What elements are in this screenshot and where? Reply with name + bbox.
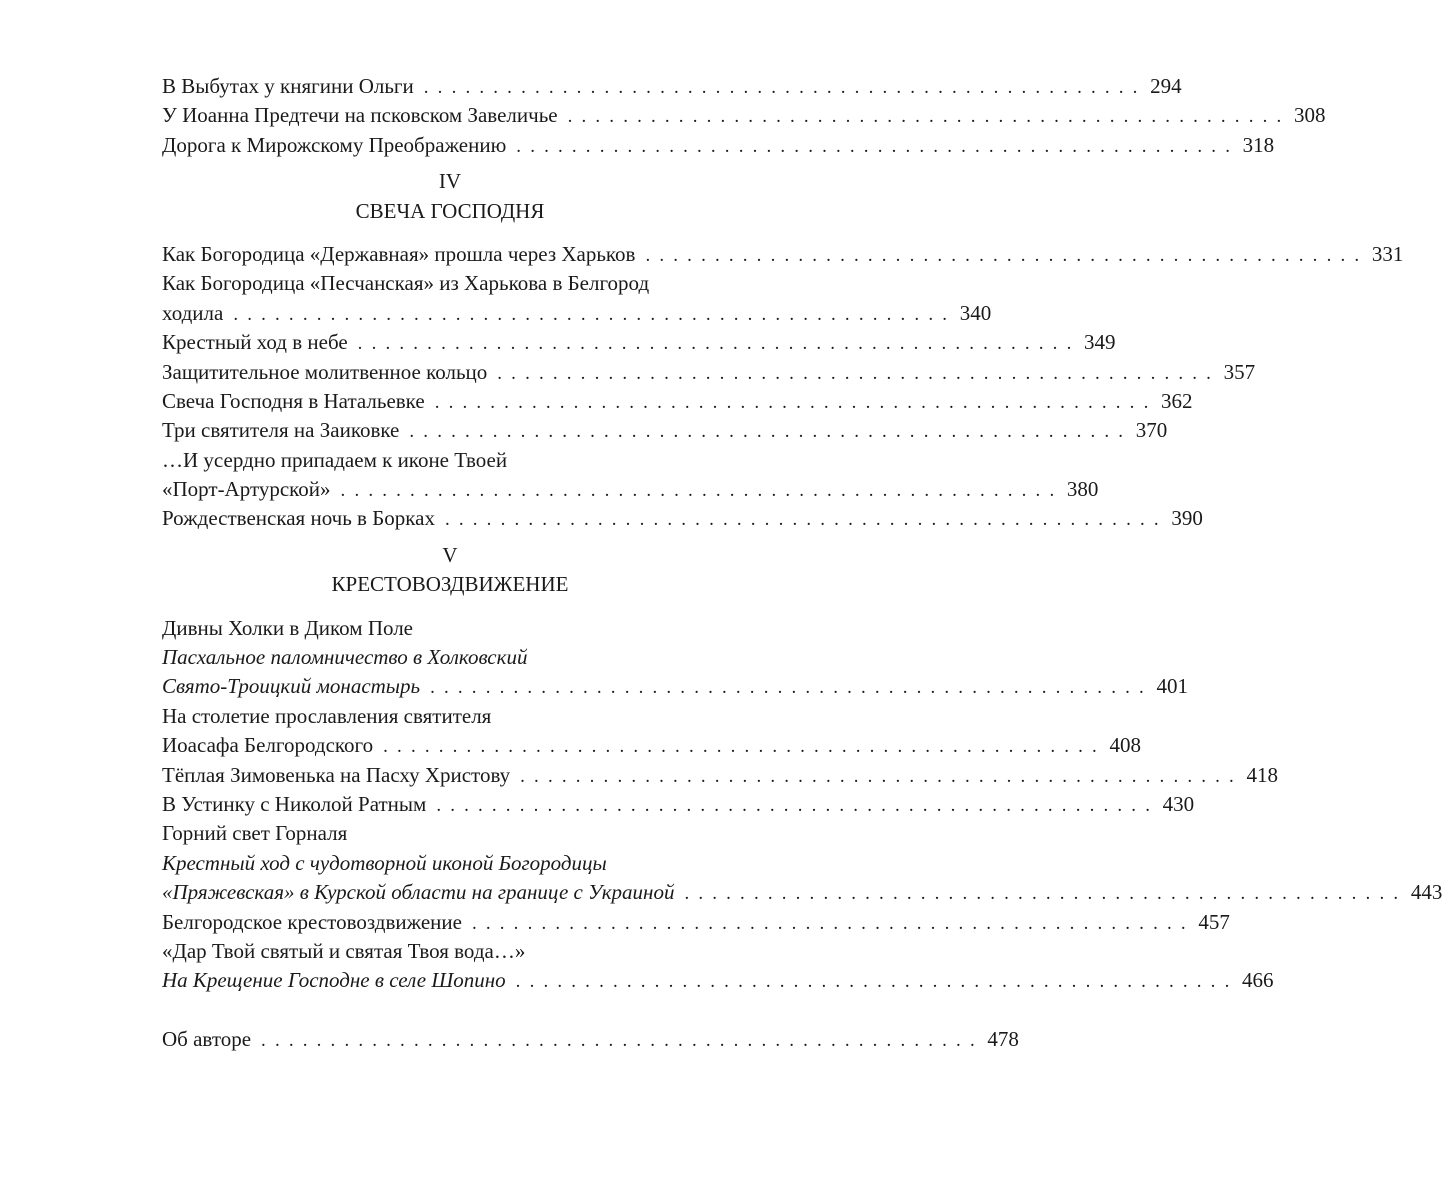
toc-entry[interactable]: [162, 790, 1195, 819]
toc-entry-title: Как Богородица «Песчанская» из Харькова в Белгород: [162, 271, 650, 296]
toc-entry-title: …И усердно припадаем к иконе Твоей: [162, 447, 508, 472]
toc-entry-title: Крестный ход с чудотворной иконой Богородицы: [162, 850, 607, 875]
dot-leader: . . . . . . . . . . . . . . . . . . . . . . . . . . . . . . . . . . . . . . . . . . . . . . . . . . . .: [444, 509, 1161, 531]
toc-entry: [162, 643, 738, 672]
dot-leader: . . . . . . . . . . . . . . . . . . . . . . . . . . . . . . . . . . . . . . . . . . . . . . . . . . . .: [684, 883, 1401, 905]
toc-entry: [162, 269, 738, 298]
toc-entry-title: ходила: [162, 300, 224, 325]
toc-entry-page: 457: [1198, 909, 1230, 934]
toc-entry-title: Крестный ход в небе: [162, 330, 348, 355]
section-4-number: IV: [438, 169, 462, 194]
toc-entry: [162, 819, 738, 848]
toc-entry-page: 408: [1109, 733, 1141, 758]
toc-entry[interactable]: [162, 131, 1275, 160]
toc-entry-title: Как Богородица «Державная» прошла через Харьков: [162, 241, 636, 266]
dot-leader: . . . . . . . . . . . . . . . . . . . . . . . . . . . . . . . . . . . . . . . . . . . . . . . . . . . .: [340, 480, 1057, 502]
toc-entry[interactable]: [162, 358, 1256, 387]
dot-leader: . . . . . . . . . . . . . . . . . . . . . . . . . . . . . . . . . . . . . . . . . . . . . . . . . . . .: [520, 765, 1236, 787]
toc-entry-title: Свеча Господня в Натальевке: [162, 388, 425, 413]
toc-entry: [162, 849, 738, 878]
toc-entry-page: 370: [1135, 418, 1168, 443]
toc-entry-title: «Дар Твой святый и святая Твоя вода…»: [162, 938, 526, 963]
toc-entry-title: «Порт-Артурской»: [162, 477, 331, 502]
toc-entry-title: «Пряжевская» в Курской области на границе с Украиной: [162, 880, 675, 905]
toc-entry-page: 318: [1242, 132, 1275, 157]
toc-entry[interactable]: [162, 416, 1168, 445]
toc-entry-title: Защитительное молитвенное кольцо: [162, 359, 488, 384]
dot-leader: . . . . . . . . . . . . . . . . . . . . . . . . . . . . . . . . . . . . . . . . . . . . . . . . . . . .: [383, 736, 1099, 758]
toc-entry[interactable]: [162, 504, 1203, 533]
toc-entry: [162, 446, 738, 475]
dot-leader: . . . . . . . . . . . . . . . . . . . . . . . . . . . . . . . . . . . . . . . . . . . . . . . . . . . .: [357, 333, 1074, 355]
toc-entry-title: Рождественская ночь в Борках: [162, 506, 435, 531]
toc-entry-page: 340: [959, 300, 992, 325]
toc-section-4-entries: [162, 240, 1404, 534]
toc-entry[interactable]: [162, 328, 1116, 357]
dot-leader: . . . . . . . . . . . . . . . . . . . . . . . . . . . . . . . . . . . . . . . . . . . . . . . . . . . .: [497, 362, 1214, 384]
toc-entry-page: 466: [1242, 968, 1274, 993]
dot-leader: . . . . . . . . . . . . . . . . . . . . . . . . . . . . . . . . . . . . . . . . . . . . . . . . . . . .: [436, 794, 1153, 816]
toc-entry-title: Тёплая Зимовенька на Пасху Христову: [162, 762, 511, 787]
toc-entry[interactable]: [162, 475, 1099, 504]
toc-entry-page: 380: [1066, 477, 1099, 502]
toc-entry[interactable]: [162, 672, 1188, 701]
dot-leader: . . . . . . . . . . . . . . . . . . . . . . . . . . . . . . . . . . . . . . . . . . . . . . . . . . . .: [567, 106, 1284, 128]
toc-entry-page: 418: [1246, 762, 1278, 787]
dot-leader: . . . . . . . . . . . . . . . . . . . . . . . . . . . . . . . . . . . . . . . . . . . . . . . . . . . .: [409, 421, 1126, 443]
dot-leader: . . . . . . . . . . . . . . . . . . . . . . . . . . . . . . . . . . . . . . . . . . . . . . . . . . . .: [233, 303, 950, 325]
toc-entry[interactable]: [162, 966, 1274, 995]
dot-leader: . . . . . . . . . . . . . . . . . . . . . . . . . . . . . . . . . . . . . . . . . . . . . . . . . . . .: [516, 135, 1233, 157]
toc-entry-title: У Иоанна Предтечи на псковском Завеличье: [162, 103, 558, 128]
toc-entry[interactable]: [162, 387, 1193, 416]
toc-entry: [162, 614, 738, 643]
toc-entry-page: 331: [1371, 241, 1404, 266]
toc-entry-title: В Выбутах у княгини Ольги: [162, 74, 414, 98]
toc-entry-title: Дивны Холки в Диком Поле: [162, 615, 414, 640]
toc-entry[interactable]: [162, 878, 1442, 907]
toc-entry-title: Об авторе: [162, 1027, 252, 1052]
dot-leader: . . . . . . . . . . . . . . . . . . . . . . . . . . . . . . . . . . . . . . . . . . . . . . . . . . . .: [645, 244, 1362, 266]
toc-entry[interactable]: [162, 299, 992, 328]
toc-entry[interactable]: [162, 101, 1326, 130]
toc-entry-title: Белгородское крестовоздвижение: [162, 909, 462, 934]
dot-leader: . . . . . . . . . . . . . . . . . . . . . . . . . . . . . . . . . . . . . . . . . . . . . . . . . . . .: [430, 677, 1146, 699]
dot-leader: . . . . . . . . . . . . . . . . . . . . . . . . . . . . . . . . . . . . . . . . . . . . . . . . . . . .: [515, 971, 1232, 993]
spacer: [162, 996, 738, 1025]
toc-entry-title: Три святителя на Заиковке: [162, 418, 400, 443]
toc-entry-page: 362: [1161, 388, 1193, 413]
toc-entry-title: Горний свет Горналя: [162, 821, 348, 846]
toc-entry-page: 294: [1150, 74, 1182, 98]
toc-entry-title: В Устинку с Николой Ратным: [162, 791, 427, 816]
table-of-contents: [162, 72, 1442, 1055]
toc-entry-page: 390: [1171, 506, 1203, 531]
toc-entry-about-author[interactable]: [162, 1025, 1019, 1054]
toc-entry-title: На столетие прославления святителя: [162, 703, 492, 728]
section-5-title: КРЕСТОВОЗДВИЖЕНИЕ: [331, 572, 569, 597]
toc-entry: [162, 937, 738, 966]
toc-entry-page: 478: [987, 1027, 1019, 1052]
toc-entry-page: 430: [1162, 791, 1195, 816]
toc-entry-title: На Крещение Господне в селе Шопино: [162, 968, 506, 993]
toc-section-5-entries: [162, 614, 1442, 996]
toc-entry-page: 349: [1084, 330, 1116, 355]
toc-entry-title: Иоасафа Белгородского: [162, 733, 374, 758]
dot-leader: . . . . . . . . . . . . . . . . . . . . . . . . . . . . . . . . . . . . . . . . . . . . . . . . . . . .: [434, 391, 1151, 413]
toc-entry-page: 401: [1156, 674, 1188, 699]
toc-entry-page: 308: [1293, 103, 1326, 128]
section-5-number: V: [442, 542, 458, 567]
toc-entry-title: Пасхальное паломничество в Холковский: [162, 645, 528, 670]
toc-top-entries: [162, 72, 1326, 160]
dot-leader: . . . . . . . . . . . . . . . . . . . . . . . . . . . . . . . . . . . . . . . . . . . . . . . . . . . .: [423, 77, 1140, 98]
dot-leader: . . . . . . . . . . . . . . . . . . . . . . . . . . . . . . . . . . . . . . . . . . . . . . . . . . . .: [261, 1030, 977, 1052]
toc-entry[interactable]: [162, 240, 1404, 269]
section-4-title: СВЕЧА ГОСПОДНЯ: [355, 198, 545, 223]
toc-entry-title: Дорога к Мирожскому Преображению: [162, 132, 507, 157]
toc-entry[interactable]: [162, 761, 1278, 790]
toc-entry[interactable]: [162, 72, 1182, 101]
toc-entry[interactable]: [162, 731, 1141, 760]
toc-entry-page: 443: [1410, 880, 1442, 905]
dot-leader: . . . . . . . . . . . . . . . . . . . . . . . . . . . . . . . . . . . . . . . . . . . . . . . . . . . .: [471, 912, 1188, 934]
toc-entry: [162, 702, 738, 731]
toc-entry[interactable]: [162, 908, 1230, 937]
toc-entry-page: 357: [1223, 359, 1256, 384]
toc-entry-title: Свято-Троицкий монастырь: [162, 674, 421, 699]
